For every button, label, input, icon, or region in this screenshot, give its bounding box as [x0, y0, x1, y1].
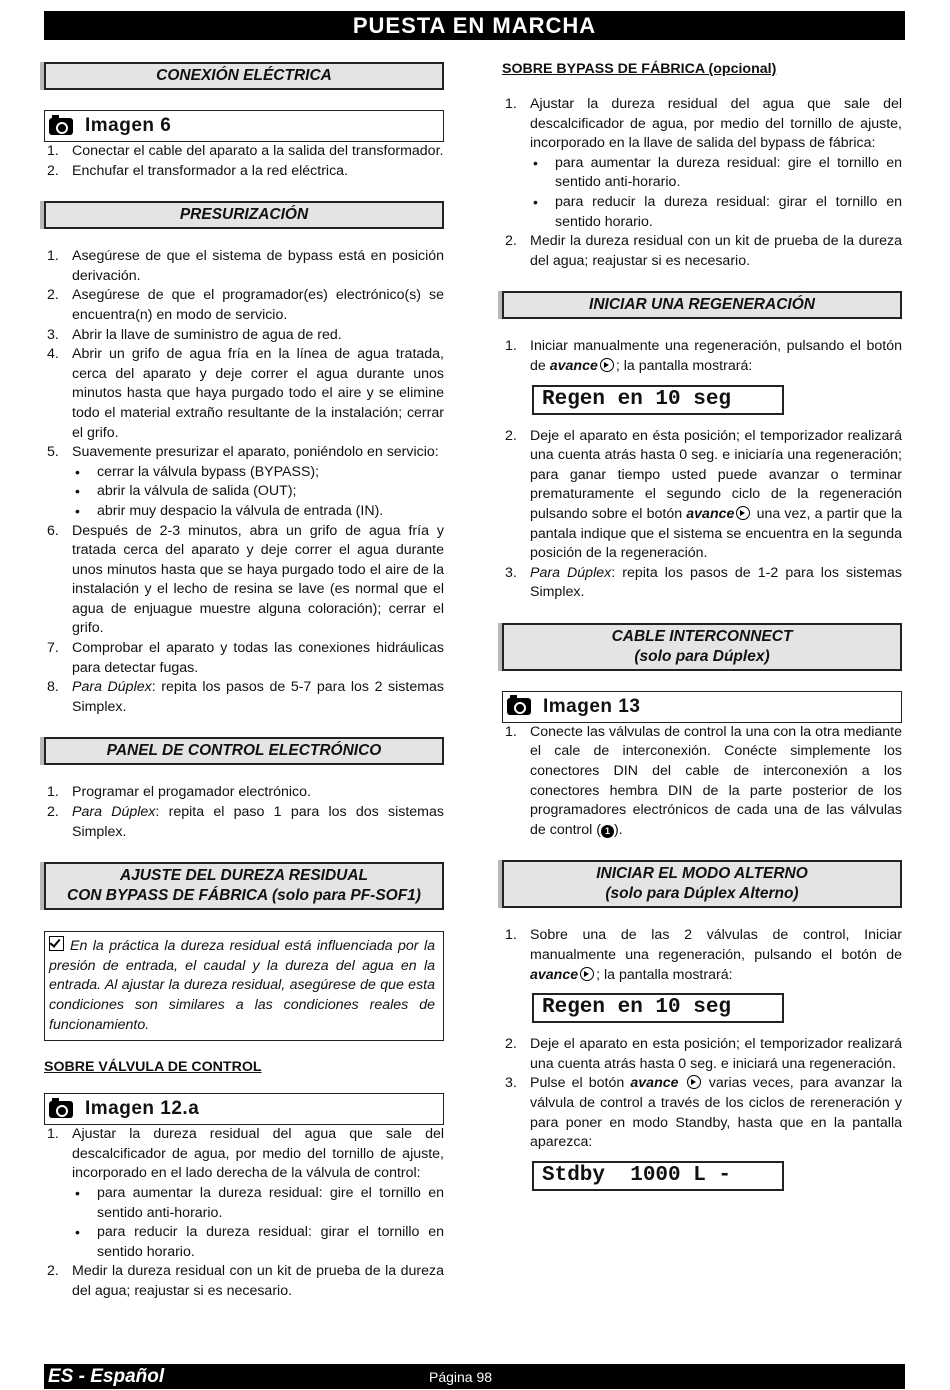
footer-language: ES - Español: [48, 1366, 165, 1387]
camera-icon: [49, 1101, 73, 1118]
bullet-item: • abrir la válvula de salida (OUT);: [72, 482, 444, 502]
checkbox-icon: [49, 936, 64, 951]
page-title-bar: [44, 11, 905, 40]
left-column: [44, 50, 444, 1302]
section-heading-presurizacion: PRESURIZACIÓN: [44, 201, 444, 229]
advance-icon: [687, 1075, 701, 1089]
sub-steps: [530, 154, 902, 232]
list-item: 1. Ajustar la dureza residual del agua que sale del descalcificador de agua, por medio del tornillo de ajuste, incorporado en la llave de salida del bypass de fábrica: • para aumentar la dureza residual: gire el tornillo en sentido anti-horario. • para reducir la dureza residual: girar el tornillo en sentido horario.: [502, 95, 902, 232]
conexion-steps: [44, 142, 444, 181]
camera-icon: [49, 118, 73, 135]
list-item: 1. Ajustar la dureza residual del agua que sale del descalcificador de agua, por medio del tornillo de ajuste, incorporado en el lado derecha de la válvula de control: • para aumentar la dureza residual: gire el tornillo en sentido anti-horario. • para reducir la dureza residual: girar el tornillo en sentido horario.: [44, 1125, 444, 1262]
camera-icon: [507, 698, 531, 715]
advance-icon: [600, 358, 614, 372]
sub-steps: [72, 463, 444, 522]
list-item: 6. Después de 2-3 minutos, abra un grifo de agua fría y tratada cerca del aparato y deje correr el agua durante unos minutos hasta que se haya purgado todo el aire de la instalación y el lecho de resina se lave (es normal que el agua de enjuague muestre alguna coloración); cerrar el grifo.: [47, 522, 444, 637]
page-title: PUESTA EN MARCHA: [352, 13, 597, 38]
section-heading-cable: CABLE INTERCONNECT (solo para Dúplex): [502, 623, 902, 671]
list-item: 2. Enchufar el transformador a la red eléctrica.: [47, 162, 348, 179]
list-item: 1. Programar el progamador electrónico.: [47, 784, 311, 801]
regen-steps: [502, 337, 902, 376]
display-readout: Regen en 10 seg: [532, 993, 784, 1023]
section-heading-alterno: INICIAR EL MODO ALTERNO (solo para Dúplex Alterno): [502, 860, 902, 908]
presurizacion-steps: [44, 247, 444, 717]
list-item: 1. Sobre una de las 2 válvulas de control, Iniciar manualmente una regeneración, pulsando el botón de avance ; la pantalla mostrará:: [505, 927, 902, 983]
list-item: 3. Pulse el botón avance varias veces, para avanzar la válvula de control a través de los ciclos de rereneración y para poner en modo Standby, hasta que en la pantalla aparezca:: [505, 1075, 903, 1151]
image-label: Imagen 13: [543, 695, 641, 717]
list-item: 8. Para Dúplex: repita los pasos de 5-7 para los 2 sistemas Simplex.: [47, 679, 445, 715]
image-label: Imagen 6: [85, 115, 172, 136]
list-item: 2. Asegúrese de que el programador(es) electrónico(s) se encuentra(n) en modo de servicio.: [47, 287, 444, 323]
advance-icon: [736, 506, 750, 520]
list-item: 4. Abrir un grifo de agua fría en la línea de agua tratada, cerca del aparato y deje correr el agua durante unos minutos hasta que haya purgado todo el aire y se elimine todo el material extraño resultante de la instalación; cerrar el grifo.: [47, 346, 444, 441]
list-item: 2. Medir la dureza residual con un kit de prueba de la dureza del agua; reajustar si es necesario.: [505, 233, 902, 269]
bullet-item: • para reducir la dureza residual: girar el tornillo en sentido horario.: [530, 193, 902, 232]
image-reference-13: [502, 691, 902, 723]
bullet-item: • para reducir la dureza residual: girar el tornillo en sentido horario.: [72, 1223, 444, 1262]
list-item: 1. Conecte las válvulas de control la una con la otra mediante el cale de interconexión. Conécte simplemente los conectores DIN del cable de interconexión a los conectores hembra DIN de la parte posterior de los programadores electrónicos de cada una de las válvulas de control ( 1 ).: [505, 723, 902, 838]
list-item: 1. Asegúrese de que el sistema de bypass está en posición derivación.: [47, 248, 444, 284]
display-readout-standby: Stdby 1000 L -: [532, 1161, 784, 1191]
list-item: 2. Para Dúplex: repita el paso 1 para los dos sistemas Simplex.: [47, 804, 444, 840]
list-item: 1. Conectar el cable del aparato a la salida del transformador.: [47, 143, 444, 159]
section-heading-panel: PANEL DE CONTROL ELECTRÓNICO: [44, 737, 444, 765]
advance-icon: [580, 967, 594, 981]
list-item: 3. Para Dúplex: repita los pasos de 1-2 para los sistemas Simplex.: [505, 564, 902, 601]
display-readout: Regen en 10 seg: [532, 385, 784, 415]
image-label: Imagen 12.a: [85, 1098, 200, 1120]
bullet-item: • para aumentar la dureza residual: gire el tornillo en sentido anti-horario.: [72, 1184, 444, 1223]
bullet-item: • cerrar la válvula bypass (BYPASS);: [72, 463, 444, 483]
page-number: Página 98: [429, 1369, 493, 1385]
note-box: En la práctica la dureza residual está influenciada por la presión de entrada, el caudal y la dureza del agua en la entrada. Al ajustar la dureza residual, asegúrese de que esta condiciones son similares a las condiciones reales de funcionamiento.: [44, 931, 444, 1041]
right-column: [502, 50, 902, 1191]
cable-steps: [502, 723, 902, 841]
alterno-steps: [502, 926, 902, 985]
list-item: 3. Abrir la llave de suministro de agua de red.: [47, 326, 342, 343]
bullet-item: • para aumentar la dureza residual: gire el tornillo en sentido anti-horario.: [530, 154, 902, 193]
subheading-bypass: SOBRE BYPASS DE FÁBRICA (opcional): [502, 61, 777, 77]
list-item: 2. Medir la dureza residual con un kit de prueba de la dureza del agua; reajustar si es necesario.: [47, 1263, 444, 1299]
section-heading-ajuste: AJUSTE DEL DUREZA RESIDUAL CON BYPASS DE FÁBRICA (solo para PF-SOF1): [44, 862, 444, 910]
callout-number: 1: [601, 825, 614, 838]
list-item: 2. Deje el aparato en ésta posición; el temporizador realizará una cuenta atrás hasta 0 seg. e iniciaría una regeneración; para ganar tiempo usted puede avanzar o terminar prematuramente el segundo ciclo de la regeneración pulsando sobre el botón avance una vez, a partir que la pantala indique que el sistema se encuentra en la segunda posición de la regeneración.: [505, 427, 902, 562]
valvula-steps: [44, 1125, 444, 1301]
image-reference-12a: [44, 1093, 444, 1125]
list-item: 5. Suavemente presurizar el aparato, poniéndolo en servicio: • cerrar la válvula bypass (BYPASS); • abrir la válvula de salida (OUT); • abrir muy despacio la válvula de entrada (IN).: [44, 443, 444, 521]
bullet-item: • abrir muy despacio la válvula de entrada (IN).: [72, 502, 444, 522]
sub-steps: [72, 1184, 444, 1262]
section-heading-regen: INICIAR UNA REGENERACIÓN: [502, 291, 902, 319]
panel-steps: [44, 783, 444, 842]
section-heading-conexion: CONEXIÓN ELÉCTRICA: [44, 62, 444, 90]
alterno-steps-cont: [502, 1035, 902, 1153]
list-item: 1. Iniciar manualmente una regeneración, pulsando el botón de avance ; la pantalla mostrará:: [505, 338, 902, 374]
regen-steps-cont: [502, 427, 902, 603]
list-item: 2. Deje el aparato en esta posición; el temporizador realizará una cuenta atrás hasta 0 seg. e iniciará una regeneración.: [505, 1036, 902, 1072]
subheading-valvula: SOBRE VÁLVULA DE CONTROL: [44, 1059, 262, 1076]
image-reference-6: [44, 110, 444, 142]
list-item: 7. Comprobar el aparato y todas las conexiones hidráulicas para detectar fugas.: [47, 640, 444, 676]
footer-bar: [44, 1364, 905, 1389]
bypass-steps: [502, 95, 902, 271]
